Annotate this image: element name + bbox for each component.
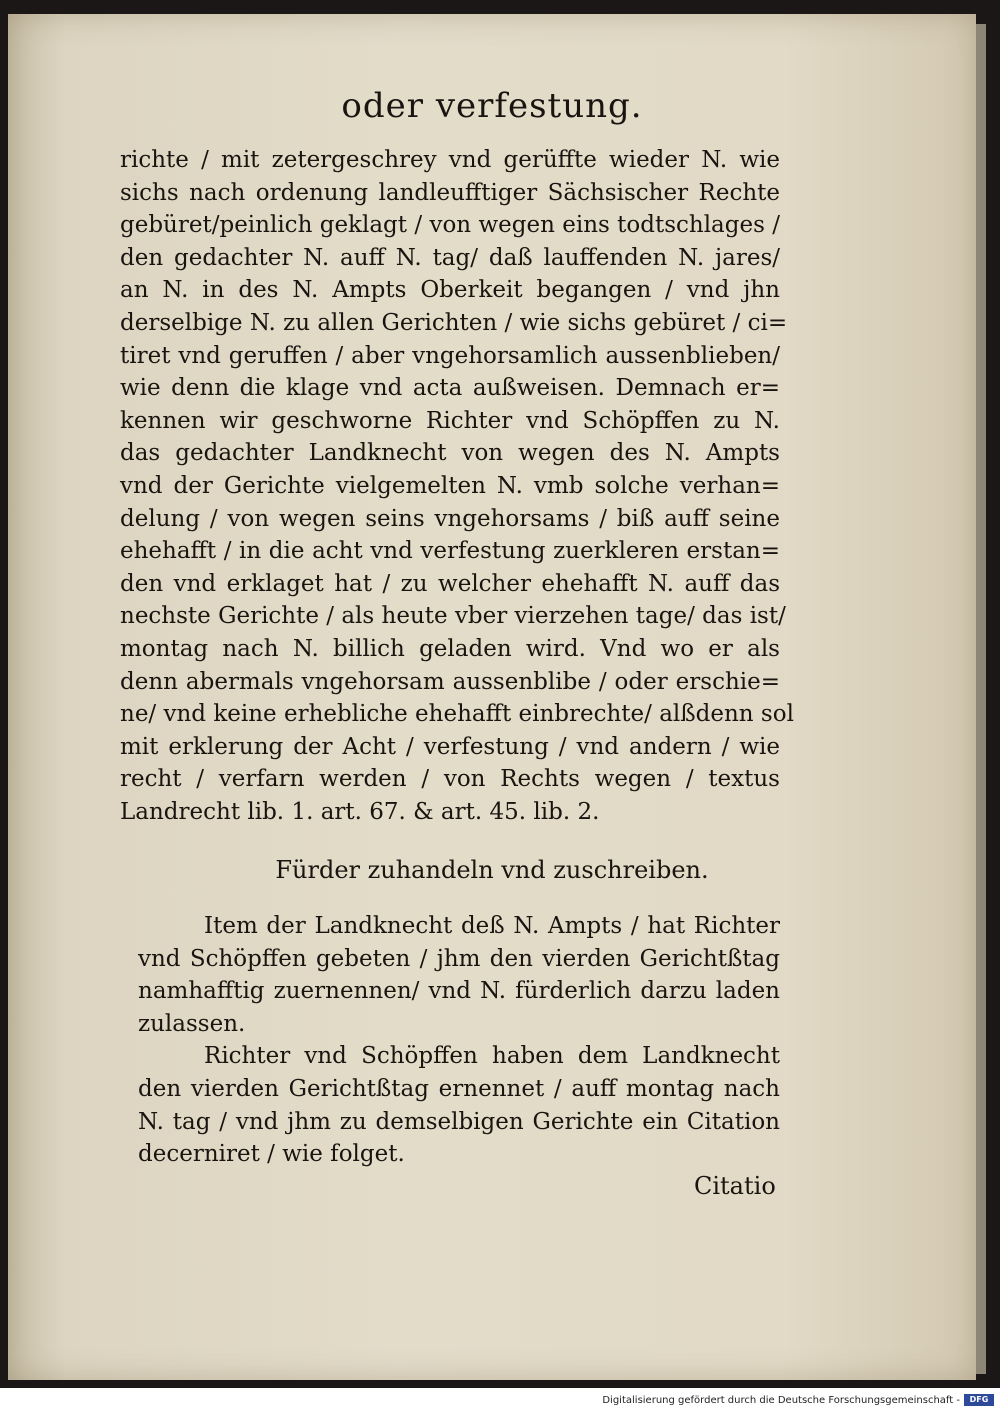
catchword: Citatio	[694, 1172, 776, 1200]
text-line: ehehafft / in die acht vnd verfestung zuerkleren erstan=	[120, 538, 780, 565]
text-line: decerniret / wie folget.	[138, 1141, 405, 1168]
dfg-logo-icon: DFG	[964, 1394, 994, 1406]
body-paragraph	[120, 144, 794, 828]
book-page	[8, 14, 976, 1380]
text-line: den gedachter N. auff N. tag/ daß lauffenden N. jares/	[120, 244, 780, 271]
text-line: nechste Gerichte / als heute vber vierzehen tage/ das ist/	[120, 603, 786, 630]
text-line: Landrecht lib. 1. art. 67. & art. 45. lib. 2.	[120, 798, 600, 825]
digitization-footer	[0, 1392, 1000, 1410]
text-line: vnd der Gerichte vielgemelten N. vmb solche verhan=	[120, 472, 780, 499]
text-line: an N. in des N. Ampts Oberkeit begangen / vnd jhn	[120, 277, 780, 304]
text-line: derselbige N. zu allen Gerichten / wie sichs gebüret / ci=	[120, 309, 788, 336]
page-edge	[976, 24, 986, 1374]
running-head: oder verfestung.	[341, 86, 643, 126]
text-line: tiret vnd geruffen / aber vngehorsamlich aussenblieben/	[120, 342, 780, 369]
text-line: recht / verfarn werden / von Rechts wegen / textus	[120, 766, 780, 793]
text-line: Item der Landknecht deß N. Ampts / hat Richter	[204, 913, 780, 939]
text-line: den vierden Gerichtßtag ernennet / auff montag nach	[138, 1075, 780, 1102]
text-line: das gedachter Landknecht von wegen des N. Ampts	[120, 440, 780, 467]
text-line: zulassen.	[138, 1010, 246, 1037]
text-line: denn abermals vngehorsam aussenblibe / oder erschie=	[120, 668, 780, 695]
text-line: namhafftig zuernennen/ vnd N. fürderlich darzu laden	[138, 978, 780, 1005]
text-line: kennen wir geschworne Richter vnd Schöpffen zu N.	[120, 407, 780, 434]
section-heading: Fürder zuhandeln vnd zuschreiben.	[275, 856, 709, 884]
body-paragraph-2	[138, 910, 780, 1171]
text-line: vnd Schöpffen gebeten / jhm den vierden Gerichtßtag	[138, 945, 780, 972]
text-line: wie denn die klage vnd acta außweisen. Demnach er=	[120, 375, 780, 402]
text-line: richte / mit zetergeschrey vnd gerüffte wieder N. wie	[120, 147, 780, 173]
text-line: N. tag / vnd jhm zu demselbigen Gerichte ein Citation	[138, 1108, 780, 1135]
text-line: gebüret/peinlich geklagt / von wegen eins todtschlages /	[120, 212, 780, 239]
text-line: den vnd erklaget hat / zu welcher ehehafft N. auff das	[120, 570, 780, 597]
text-line: sichs nach ordenung landleufftiger Sächsischer Rechte	[120, 179, 780, 206]
text-line: mit erklerung der Acht / verfestung / vnd andern / wie	[120, 733, 780, 760]
footer-credit: Digitalisierung gefördert durch die Deutsche Forschungsgemeinschaft -	[602, 1395, 960, 1406]
text-line: Richter vnd Schöpffen haben dem Landknecht	[204, 1043, 780, 1070]
text-line: delung / von wegen seins vngehorsams / biß auff seine	[120, 505, 780, 532]
text-line: montag nach N. billich geladen wird. Vnd wo er als	[120, 635, 780, 662]
text-line: ne/ vnd keine erhebliche ehehafft einbrechte/ alßdenn sol	[120, 701, 794, 728]
